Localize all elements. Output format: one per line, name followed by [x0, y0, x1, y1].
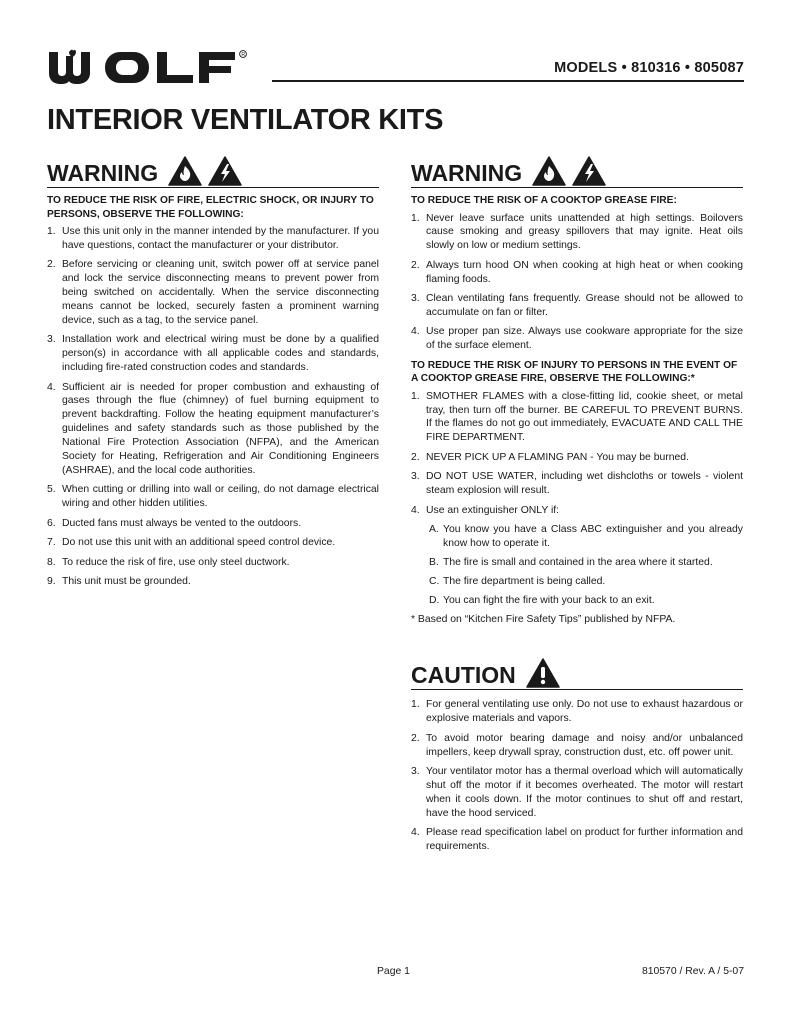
electric-shock-icon	[208, 156, 242, 186]
wolf-logo	[47, 48, 267, 84]
list-item: C. The fire department is being called.	[429, 576, 606, 588]
list-item: 3. DO NOT USE WATER, including wet dishcloths or towels - violent steam explosion will result.	[411, 471, 743, 497]
list-item: 2. NEVER PICK UP A FLAMING PAN - You may be burned.	[411, 451, 689, 463]
fire-hazard-icon	[532, 156, 566, 186]
footnote: * Based on “Kitchen Fire Safety Tips” published by NFPA.	[411, 614, 676, 626]
list-item: 4. Please read specification label on product for further information and requirements.	[411, 827, 743, 852]
caution-heading: CAUTION	[411, 662, 516, 689]
document-revision: 810570 / Rev. A / 5-07	[641, 966, 744, 977]
warning-intro: TO REDUCE THE RISK OF FIRE, ELECTRIC SHOCK, OR INJURY TO PERSONS, OBSERVE THE FOLLOWING:	[47, 195, 374, 220]
page-title: INTERIOR VENTILATOR KITS	[47, 104, 444, 136]
extinguisher-conditions	[426, 523, 743, 608]
list-item: B. The fire is small and contained in the area where it started.	[429, 557, 713, 569]
list-item: D. You can fight the fire with your back to an exit.	[429, 595, 655, 607]
header-rule	[272, 80, 744, 82]
list-item: 3. Clean ventilating fans frequently. Grease should not be allowed to accumulate on fan or filter.	[411, 293, 743, 318]
list-item: 2. Always turn hood ON when cooking at high heat or when cooking flaming foods.	[411, 259, 743, 285]
right-column	[411, 153, 743, 859]
fire-hazard-icon	[168, 156, 202, 186]
models-label: MODELS • 810316 • 805087	[554, 60, 744, 76]
list-item: 3. Installation work and electrical wiring must be done by a qualified person(s) in accordance with all applicable codes and standards, including fire-rated construction codes and standards.	[47, 334, 379, 374]
warning-header-right	[411, 153, 743, 188]
grease-fire-list	[411, 212, 743, 354]
grease-fire-intro: TO REDUCE THE RISK OF A COOKTOP GREASE FIRE:	[411, 195, 677, 206]
list-item: 8. To reduce the risk of fire, use only steel ductwork.	[47, 556, 290, 568]
list-item: 3. Your ventilator motor has a thermal overload which will automatically shut off the motor if it becomes overheated. The motor will restart when it cools down. If the motor continues to shut off and restart, have the hood serviced.	[411, 765, 743, 819]
list-item: 2. Before servicing or cleaning unit, switch power off at service panel and lock the service disconnecting means to prevent power from being switched on accidentally. When the service disconnecting means cannot be locked, securely fasten a prominent warning device, such as a tag, to the service panel.	[47, 259, 379, 326]
warning-list	[47, 225, 379, 589]
list-item: 5. When cutting or drilling into wall or ceiling, do not damage electrical wiring and other hidden utilities.	[47, 484, 379, 510]
list-item: 6. Ducted fans must always be vented to the outdoors.	[47, 517, 302, 529]
injury-intro: TO REDUCE THE RISK OF INJURY TO PERSONS IN THE EVENT OF A COOKTOP GREASE FIRE, OBSERVE THE FOLLOWING:*	[411, 359, 738, 385]
left-column	[47, 153, 379, 594]
list-item: 1. SMOTHER FLAMES with a close-fitting lid, cookie sheet, or metal tray, then turn off the burner. BE CAREFUL TO PREVENT BURNS. If the flames do not go out immediately, EVACUATE AND CALL THE FIRE DEPARTMENT.	[411, 390, 743, 444]
list-item: 4. Sufficient air is needed for proper combustion and exhausting of gases through the flue (chimney) of fuel burning equipment to prevent backdrafting. Follow the heating equipment manufacturer’s guidelines and safety standards such as those published by the National Fire Protection Association (NFPA), and the American Society for Heating, Refrigeration and Air Conditioning Engineers (ASHRAE), and the local code authorities.	[47, 381, 379, 476]
warning-heading: WARNING	[411, 160, 523, 186]
electric-shock-icon	[572, 156, 606, 186]
list-item: 1. For general ventilating use only. Do not use to exhaust hazardous or explosive materials and vapors.	[411, 699, 743, 725]
caution-section	[411, 655, 743, 854]
warning-header-left	[47, 153, 379, 188]
svg-text:R: R	[241, 52, 246, 58]
list-item: 4. Use an extinguisher ONLY if: A. You know you have a Class ABC extinguisher and you already know how to operate it. B. The fire is small and contained in the area where it started. C. The fire department is being called. D. You can fight the fire with your back to an exit.	[411, 504, 743, 607]
page-number: Page 1	[377, 966, 410, 977]
exclamation-icon	[526, 658, 560, 688]
list-item: 4. Use proper pan size. Always use cookware appropriate for the size of the surface element.	[411, 326, 743, 352]
list-item: 1. Never leave surface units unattended at high settings. Boilovers cause smoking and greasy spillovers that may ignite. Heat oils slowly on low or medium settings.	[411, 212, 743, 252]
caution-list	[411, 698, 743, 854]
list-item: 7. Do not use this unit with an additional speed control device.	[47, 537, 336, 549]
injury-list	[411, 390, 743, 608]
caution-header	[411, 655, 743, 690]
list-item: 2. To avoid motor bearing damage and noisy and/or unbalanced impellers, keep drywall spray, construction dust, etc. off power unit.	[411, 732, 743, 758]
list-item: 1. Use this unit only in the manner intended by the manufacturer. If you have questions, contact the manufacturer or your distributor.	[47, 226, 379, 251]
list-item: A. You know you have a Class ABC extinguisher and you already know how to operate it.	[429, 524, 743, 550]
list-item: 9. This unit must be grounded.	[47, 575, 191, 587]
warning-heading: WARNING	[47, 160, 159, 186]
